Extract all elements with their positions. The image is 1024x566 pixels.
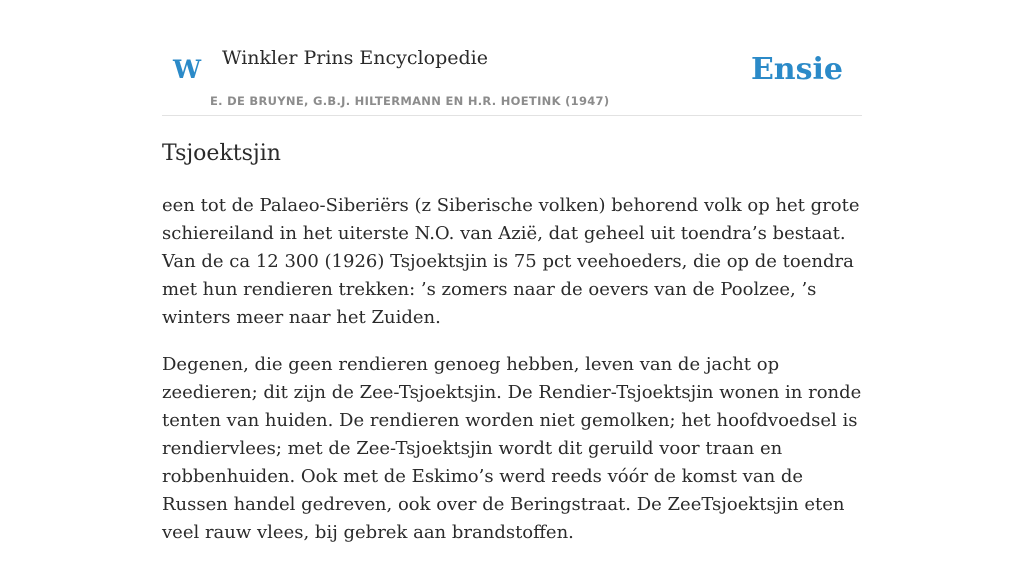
article-paragraph: Degenen, die geen rendieren genoeg hebben, leven van de jacht op zeedieren; dit zijn de Zee-Tsjoektsjin. De Rendier-Tsjoektsjin wonen in ronde tenten van huiden. De rendieren worden niet gemolken; het hoofdvoedsel is rendiervlees; met de Zee-Tsjoektsjin wordt dit geruild voor traan en robbenhuiden. Ook met de Eskimo’s werd reeds vóór de komst van de Russen handel gedreven, ook over de Beringstraat. De ZeeTsjoektsjin eten veel rauw vlees, bij gebrek aan brandstoffen. bbox=[162, 354, 862, 543]
site-header bbox=[162, 0, 862, 116]
page-container bbox=[162, 0, 862, 543]
site-title-link[interactable]: Winkler Prins Encyclopedie bbox=[222, 47, 488, 69]
site-subtitle: E. DE BRUYNE, G.B.J. HILTERMANN EN H.R. HOETINK (1947) bbox=[210, 94, 610, 108]
article-body bbox=[162, 192, 862, 566]
article-paragraph: een tot de Palaeo-Siberiërs (z Siberische volken) behorend volk op het grote schiereiland in het uiterste N.O. van Azië, dat geheel uit toendra’s bestaat. Van de ca 12 300 (1926) Tsjoektsjin is 75 pct veehoeders, die op de toendra met hun rendieren trekken: ’s zomers naar de oevers van de Poolzee, ’s winters meer naar het Zuiden. bbox=[162, 195, 860, 328]
site-logo[interactable]: W bbox=[173, 55, 202, 84]
article-title: Tsjoektsjin bbox=[162, 141, 281, 166]
brand-logo[interactable]: Ensie bbox=[750, 52, 843, 87]
